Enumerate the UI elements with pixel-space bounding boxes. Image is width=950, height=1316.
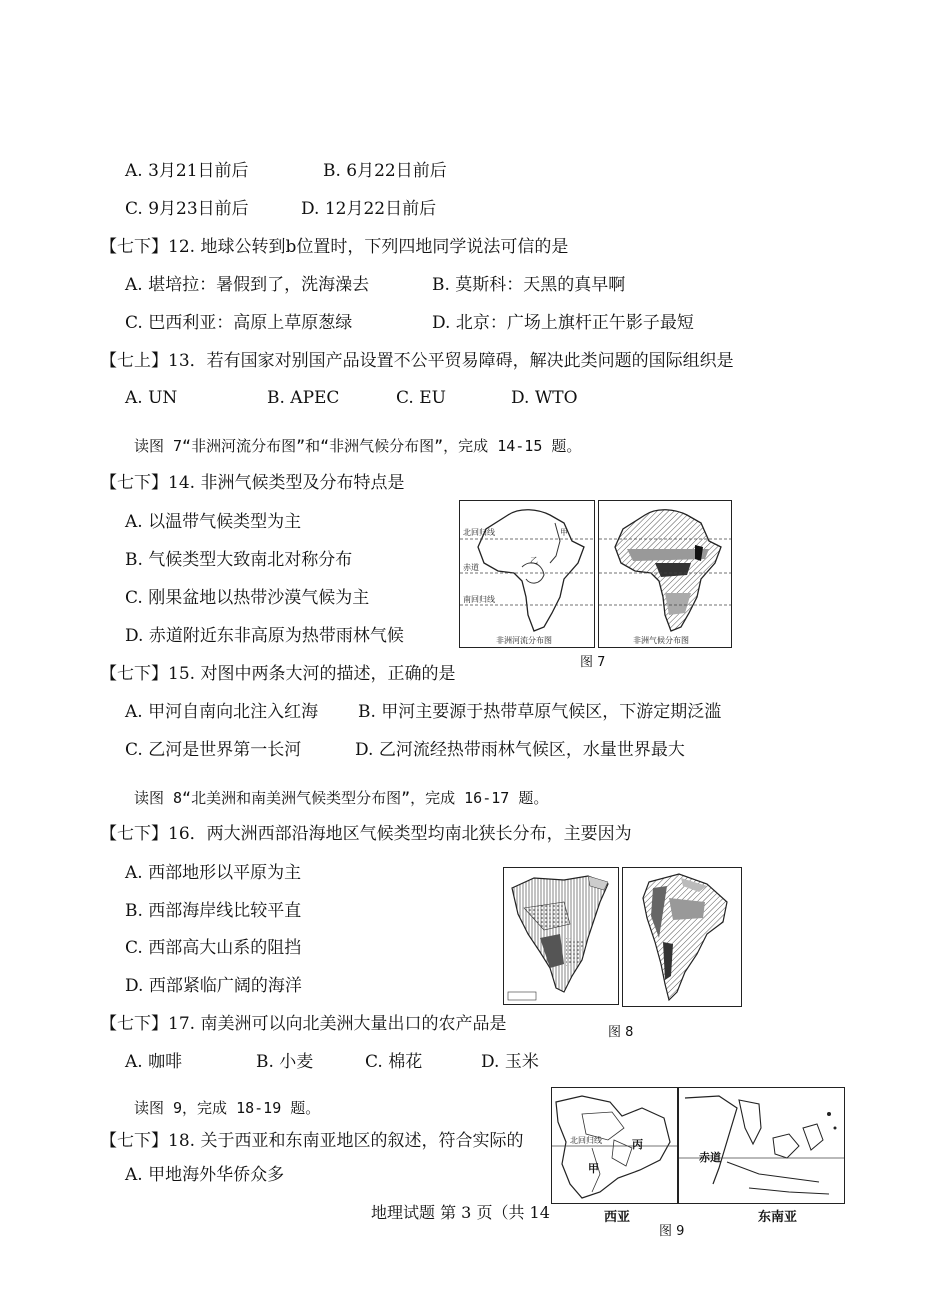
option-b: B. APEC — [267, 388, 340, 408]
option-b: B. 小麦 — [256, 1052, 314, 1072]
figure-9-label: 图 9 — [659, 1224, 685, 1239]
page-footer: 地理试题 第 3 页（共 14 — [371, 1203, 550, 1222]
west-asia-map — [551, 1087, 678, 1204]
question-13-stem: 【七上】13．若有国家对别国产品设置不公平贸易障碍，解决此类问题的国际组织是 — [100, 351, 734, 371]
option-c: C. 棉花 — [365, 1052, 423, 1072]
equator-label: 赤道 — [463, 563, 479, 572]
option-a: A. 3月21日前后 — [125, 161, 249, 181]
option-c: C. EU — [396, 388, 446, 408]
option-b: B. 西部海岸线比较平直 — [125, 901, 302, 921]
option-d: D. 赤道附近东非高原为热带雨林气候 — [125, 626, 404, 646]
river-jia-label: 甲 — [560, 528, 568, 537]
option-a: A. 甲地海外华侨众多 — [125, 1165, 285, 1185]
southeast-asia-caption: 东南亚 — [758, 1210, 798, 1225]
north-america-climate-map — [503, 867, 619, 1005]
question-15-stem: 【七下】15. 对图中两条大河的描述，正确的是 — [100, 664, 456, 684]
option-d: D. 乙河流经热带雨林气候区，水量世界最大 — [355, 740, 685, 760]
option-c: C. 西部高大山系的阻挡 — [125, 938, 302, 958]
equator-label: 赤道 — [699, 1151, 721, 1164]
southeast-asia-map — [678, 1087, 845, 1204]
climate-map-caption: 非洲气候分布图 — [633, 636, 689, 645]
option-b: B. 甲河主要源于热带草原气候区，下游定期泛滥 — [358, 702, 722, 722]
question-14-stem: 【七下】14. 非洲气候类型及分布特点是 — [100, 473, 405, 493]
option-a: A. 咖啡 — [125, 1052, 183, 1072]
option-c: C. 刚果盆地以热带沙漠气候为主 — [125, 588, 370, 608]
question-17-stem: 【七下】17. 南美洲可以向北美洲大量出口的农产品是 — [100, 1014, 507, 1034]
option-b: B. 气候类型大致南北对称分布 — [125, 550, 353, 570]
west-asia-caption: 西亚 — [604, 1210, 631, 1225]
option-b: B. 6月22日前后 — [323, 161, 447, 181]
option-d: D. 玉米 — [481, 1052, 539, 1072]
option-d: D. WTO — [511, 388, 578, 408]
rivers-map-caption: 非洲河流分布图 — [496, 636, 552, 645]
option-c: C. 巴西利亚：高原上草原葱绿 — [125, 313, 353, 333]
question-18-stem: 【七下】18. 关于西亚和东南亚地区的叙述，符合实际的 — [100, 1131, 524, 1151]
region-jia-label: 甲 — [588, 1162, 599, 1175]
option-c: C. 9月23日前后 — [125, 199, 249, 219]
north-tropic-label: 北回归线 — [570, 1136, 602, 1145]
africa-rivers-map — [459, 500, 595, 648]
option-a: A. UN — [125, 388, 178, 408]
option-c: C. 乙河是世界第一长河 — [125, 740, 302, 760]
option-d: D. 12月22日前后 — [301, 199, 437, 219]
south-tropic-label: 南回归线 — [463, 595, 495, 604]
option-a: A. 以温带气候类型为主 — [125, 512, 302, 532]
reading-note-figure-9: 读图 9，完成 18-19 题。 — [134, 1099, 321, 1117]
question-16-stem: 【七下】16．两大洲西部沿海地区气候类型均南北狭长分布，主要因为 — [100, 824, 632, 844]
reading-note-figure-8: 读图 8“北美洲和南美洲气候类型分布图”，完成 16-17 题。 — [134, 789, 549, 807]
region-bing-label: 丙 — [632, 1138, 643, 1151]
option-a: A. 堪培拉：暑假到了，洗海澡去 — [125, 275, 370, 295]
africa-climate-map — [598, 500, 732, 648]
option-a: A. 西部地形以平原为主 — [125, 863, 302, 883]
reading-note-figure-7: 读图 7“非洲河流分布图”和“非洲气候分布图”，完成 14-15 题。 — [134, 437, 582, 455]
option-a: A. 甲河自南向北注入红海 — [125, 702, 319, 722]
south-america-climate-map — [622, 867, 742, 1007]
river-yi-label: 乙 — [530, 556, 538, 565]
north-tropic-label: 北回归线 — [463, 528, 495, 537]
figure-7-label: 图 7 — [580, 655, 606, 670]
option-d: D. 西部紧临广阔的海洋 — [125, 976, 302, 996]
figure-8-label: 图 8 — [608, 1025, 634, 1040]
option-b: B. 莫斯科：天黑的真早啊 — [432, 275, 626, 295]
option-d: D. 北京：广场上旗杆正午影子最短 — [432, 313, 694, 333]
question-12-stem: 【七下】12. 地球公转到b位置时，下列四地同学说法可信的是 — [100, 237, 569, 257]
